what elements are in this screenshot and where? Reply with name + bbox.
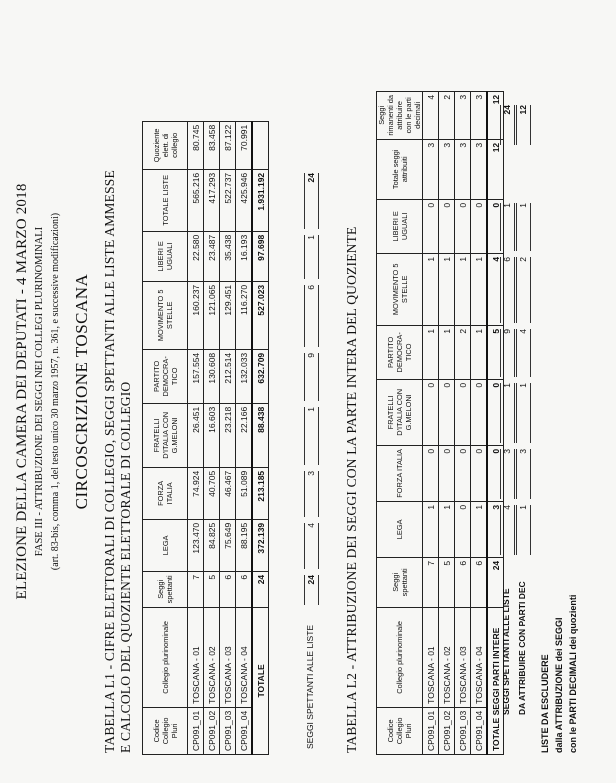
cell-votes: 157.554 bbox=[188, 349, 204, 403]
cell-name: TOSCANA - 04 bbox=[236, 607, 253, 707]
table-row bbox=[471, 91, 488, 754]
cell-name: TOSCANA - 03 bbox=[220, 607, 236, 707]
cell-seats: 1 bbox=[423, 253, 439, 325]
cell-remaining: 2 bbox=[439, 91, 455, 139]
cell-seats: 1 bbox=[439, 325, 455, 379]
total-seats: 4 bbox=[487, 253, 504, 325]
cell-quotient: 87.122 bbox=[220, 121, 236, 169]
table1-header: LIBERI E UGUALI bbox=[143, 231, 188, 281]
summary-value: 1 bbox=[500, 383, 515, 443]
total-votes: 1.931.192 bbox=[252, 169, 269, 231]
total-votes: 527.023 bbox=[252, 281, 269, 349]
exclusion-notes bbox=[538, 595, 580, 753]
cell-votes: 16.603 bbox=[204, 403, 220, 467]
cell-remaining: 3 bbox=[455, 91, 471, 139]
cell-seats: 0 bbox=[455, 199, 471, 253]
summary-value: 3 bbox=[304, 471, 319, 517]
cell-seats: 1 bbox=[471, 325, 488, 379]
notes-line: LISTE DA ESCLUDERE bbox=[540, 654, 550, 753]
table2-header: Seggi rimanenti da attribuire con le parti decimali bbox=[377, 91, 423, 139]
cell-seats: 1 bbox=[423, 501, 439, 557]
cell-total-seats: 3 bbox=[423, 139, 439, 199]
summary-value: 4 bbox=[500, 505, 515, 555]
cell-code: CP091_04 bbox=[471, 707, 488, 754]
summary-value: 9 bbox=[304, 353, 319, 401]
table-row bbox=[455, 91, 471, 754]
cell-seggi: 5 bbox=[439, 557, 455, 607]
table-row bbox=[204, 121, 220, 754]
cell-votes: 35.438 bbox=[220, 231, 236, 281]
circoscrizione-title: CIRCOSCRIZIONE TOSCANA bbox=[72, 273, 91, 510]
summary-value: 4 bbox=[516, 329, 531, 377]
cell-seats: 0 bbox=[439, 199, 455, 253]
table1-header: PARTITO DEMOCRA-TICO bbox=[143, 349, 188, 403]
cell-remaining: 4 bbox=[423, 91, 439, 139]
summary-value: 4 bbox=[304, 523, 319, 569]
total-label: TOTALE bbox=[252, 607, 269, 754]
cell-seats: 0 bbox=[471, 445, 488, 501]
cell-votes: 129.451 bbox=[220, 281, 236, 349]
cell-seats: 0 bbox=[471, 199, 488, 253]
cell-seats: 0 bbox=[423, 199, 439, 253]
summary-value: 1 bbox=[516, 203, 531, 251]
table1-header: FORZA ITALIA bbox=[143, 467, 188, 519]
cell-votes: 132.033 bbox=[236, 349, 253, 403]
total-empty bbox=[252, 121, 269, 169]
cell-votes: 160.237 bbox=[188, 281, 204, 349]
summary-value: 9 bbox=[500, 329, 515, 377]
total-seats: 0 bbox=[487, 199, 504, 253]
cell-name: TOSCANA - 02 bbox=[204, 607, 220, 707]
cell-seggi: 6 bbox=[455, 557, 471, 607]
total-seggi: 24 bbox=[487, 557, 504, 607]
table2-header: FRATELLI D'ITALIA CON G.MELONI bbox=[377, 379, 423, 445]
cell-name: TOSCANA - 04 bbox=[471, 607, 488, 707]
summary-value: 1 bbox=[304, 235, 319, 279]
cell-quotient: 80.745 bbox=[188, 121, 204, 169]
table2-header: Collegio plurinominale bbox=[377, 607, 423, 707]
cell-total: 425.946 bbox=[236, 169, 253, 231]
total-votes: 97.698 bbox=[252, 231, 269, 281]
table1-vote-figures bbox=[142, 121, 269, 755]
summary-total: 24 bbox=[304, 173, 319, 229]
total-seats: 0 bbox=[487, 445, 504, 501]
law-reference: (art. 83-bis, comma 1, del testo unico 30 marzo 1957, n. 361, e successive modificazioni) bbox=[50, 212, 61, 571]
cell-seats: 1 bbox=[471, 501, 488, 557]
summary-value: 6 bbox=[500, 257, 515, 323]
total-votes: 372.139 bbox=[252, 519, 269, 571]
summary-label: DA ATTRIBUIRE CON PARTI DEC bbox=[517, 581, 527, 715]
table2-header: LEGA bbox=[377, 501, 423, 557]
table1-total-row bbox=[252, 121, 269, 754]
cell-seats: 0 bbox=[439, 445, 455, 501]
cell-seats: 1 bbox=[439, 501, 455, 557]
table1-title-line1: TABELLA L1 - CIFRE ELETTORALI DI COLLEGIO, SEGGI SPETTANTI ALLE LISTE AMMESSE bbox=[102, 170, 117, 753]
summary-value: 6 bbox=[304, 285, 319, 347]
total-seats-attributed: 12 bbox=[487, 139, 504, 199]
table-row bbox=[423, 91, 439, 754]
cell-name: TOSCANA - 02 bbox=[439, 607, 455, 707]
table2-header: PARTITO DEMOCRA-TICO bbox=[377, 325, 423, 379]
summary-value: 3 bbox=[500, 449, 515, 499]
cell-votes: 51.089 bbox=[236, 467, 253, 519]
table2-header: MOVIMENTO 5 STELLE bbox=[377, 253, 423, 325]
cell-remaining: 3 bbox=[471, 91, 488, 139]
table2-summary-row-2 bbox=[516, 55, 532, 755]
cell-votes: 116.270 bbox=[236, 281, 253, 349]
cell-quotient: 70.991 bbox=[236, 121, 253, 169]
cell-total-seats: 3 bbox=[439, 139, 455, 199]
table-row bbox=[220, 121, 236, 754]
table1-header-row bbox=[143, 121, 188, 754]
cell-quotient: 83.458 bbox=[204, 121, 220, 169]
cell-total: 565.216 bbox=[188, 169, 204, 231]
summary-value: 1 bbox=[304, 407, 319, 465]
cell-seggi: 6 bbox=[220, 571, 236, 607]
notes-line: dalla ATTRIBUZIONE dei SEGGI bbox=[554, 617, 564, 753]
summary-label: SEGGI SPETTANTI ALLE LISTE bbox=[501, 588, 511, 715]
summary-value: 1 bbox=[516, 505, 531, 555]
cell-code: CP091_02 bbox=[204, 707, 220, 754]
table-row bbox=[439, 91, 455, 754]
phase-subtitle: FASE III - ATTRIBUZIONE DEI SEGGI NEI COLLEGI PLURINOMINALI bbox=[34, 226, 45, 557]
total-seggi: 24 bbox=[252, 571, 269, 607]
table1-header: Seggi spettanti bbox=[143, 571, 188, 607]
cell-seggi: 7 bbox=[423, 557, 439, 607]
cell-votes: 16.193 bbox=[236, 231, 253, 281]
cell-code: CP091_01 bbox=[188, 707, 204, 754]
cell-code: CP091_02 bbox=[439, 707, 455, 754]
table1-header: TOTALE LISTE bbox=[143, 169, 188, 231]
table2-summary-row-1 bbox=[500, 55, 516, 755]
table1-summary-row bbox=[304, 123, 320, 755]
cell-votes: 22.166 bbox=[236, 403, 253, 467]
cell-code: CP091_03 bbox=[455, 707, 471, 754]
cell-votes: 75.649 bbox=[220, 519, 236, 571]
table2-seat-allocation bbox=[376, 91, 504, 755]
total-label: TOTALE SEGGI PARTI INTERE bbox=[487, 607, 504, 754]
cell-seats: 0 bbox=[423, 379, 439, 445]
cell-seats: 1 bbox=[471, 253, 488, 325]
cell-seats: 0 bbox=[439, 379, 455, 445]
cell-seats: 0 bbox=[471, 379, 488, 445]
election-title: ELEZIONE DELLA CAMERA DEI DEPUTATI - 4 MARZO 2018 bbox=[14, 183, 30, 600]
summary-label: SEGGI SPETTANTI ALLE LISTE bbox=[305, 624, 315, 749]
cell-total-seats: 3 bbox=[471, 139, 488, 199]
cell-code: CP091_03 bbox=[220, 707, 236, 754]
cell-seggi: 6 bbox=[471, 557, 488, 607]
total-remaining: 12 bbox=[487, 91, 504, 139]
summary-total: 12 bbox=[516, 105, 531, 145]
summary-seggi: 24 bbox=[304, 575, 319, 605]
cell-votes: 88.195 bbox=[236, 519, 253, 571]
table2-header: FORZA ITALIA bbox=[377, 445, 423, 501]
cell-votes: 123.470 bbox=[188, 519, 204, 571]
cell-votes: 121.065 bbox=[204, 281, 220, 349]
table2-header: Codice Collegio Pluri bbox=[377, 707, 423, 754]
table-row bbox=[236, 121, 253, 754]
cell-name: TOSCANA - 01 bbox=[188, 607, 204, 707]
cell-votes: 23.218 bbox=[220, 403, 236, 467]
cell-code: CP091_01 bbox=[423, 707, 439, 754]
summary-value: 3 bbox=[516, 449, 531, 499]
cell-seats: 1 bbox=[423, 325, 439, 379]
cell-total-seats: 3 bbox=[455, 139, 471, 199]
cell-name: TOSCANA - 03 bbox=[455, 607, 471, 707]
table2-header: LIBERI E UGUALI bbox=[377, 199, 423, 253]
cell-seats: 2 bbox=[455, 325, 471, 379]
cell-votes: 74.924 bbox=[188, 467, 204, 519]
table1-header: Quoziente elett. di collegio bbox=[143, 121, 188, 169]
summary-value: 1 bbox=[500, 203, 515, 251]
table2-title: TABELLA L2 - ATTRIBUZIONE DEI SEGGI CON LA PARTE INTERA DEL QUOZIENTE bbox=[344, 226, 359, 753]
cell-votes: 22.580 bbox=[188, 231, 204, 281]
cell-seats: 0 bbox=[455, 445, 471, 501]
table1-header: MOVIMENTO 5 STELLE bbox=[143, 281, 188, 349]
total-seats: 5 bbox=[487, 325, 504, 379]
cell-name: TOSCANA - 01 bbox=[423, 607, 439, 707]
cell-code: CP091_04 bbox=[236, 707, 253, 754]
cell-seats: 0 bbox=[423, 445, 439, 501]
cell-votes: 212.514 bbox=[220, 349, 236, 403]
cell-seats: 1 bbox=[455, 253, 471, 325]
total-votes: 213.185 bbox=[252, 467, 269, 519]
table1-title-line2: E CALCOLO DEL QUOZIENTE ELETTORALE DI COLLEGIO bbox=[118, 381, 133, 753]
notes-line: con le PARTI DECIMALI dei quozienti bbox=[568, 594, 578, 753]
cell-votes: 130.608 bbox=[204, 349, 220, 403]
cell-seats: 1 bbox=[439, 253, 455, 325]
cell-seggi: 5 bbox=[204, 571, 220, 607]
total-seats: 3 bbox=[487, 501, 504, 557]
total-seats: 0 bbox=[487, 379, 504, 445]
table2-header: Totale seggi attribuiti bbox=[377, 139, 423, 199]
cell-votes: 26.451 bbox=[188, 403, 204, 467]
summary-total: 24 bbox=[500, 105, 515, 145]
cell-seats: 0 bbox=[455, 501, 471, 557]
table2-header: Seggi spettanti bbox=[377, 557, 423, 607]
total-votes: 632.709 bbox=[252, 349, 269, 403]
table1-header: Codice Collegio Pluri bbox=[143, 707, 188, 754]
cell-seats: 0 bbox=[455, 379, 471, 445]
summary-value: 1 bbox=[516, 383, 531, 443]
table1-header: LEGA bbox=[143, 519, 188, 571]
total-votes: 88.438 bbox=[252, 403, 269, 467]
cell-votes: 46.467 bbox=[220, 467, 236, 519]
summary-value: 2 bbox=[516, 257, 531, 323]
cell-votes: 40.705 bbox=[204, 467, 220, 519]
cell-total: 522.737 bbox=[220, 169, 236, 231]
cell-seggi: 7 bbox=[188, 571, 204, 607]
table1-header: FRATELLI D'ITALIA CON G.MELONI bbox=[143, 403, 188, 467]
cell-votes: 23.487 bbox=[204, 231, 220, 281]
cell-total: 417.293 bbox=[204, 169, 220, 231]
table1-header: Collegio plurinominale bbox=[143, 607, 188, 707]
cell-votes: 84.825 bbox=[204, 519, 220, 571]
table2-header-row bbox=[377, 91, 423, 754]
table-row bbox=[188, 121, 204, 754]
cell-seggi: 6 bbox=[236, 571, 253, 607]
